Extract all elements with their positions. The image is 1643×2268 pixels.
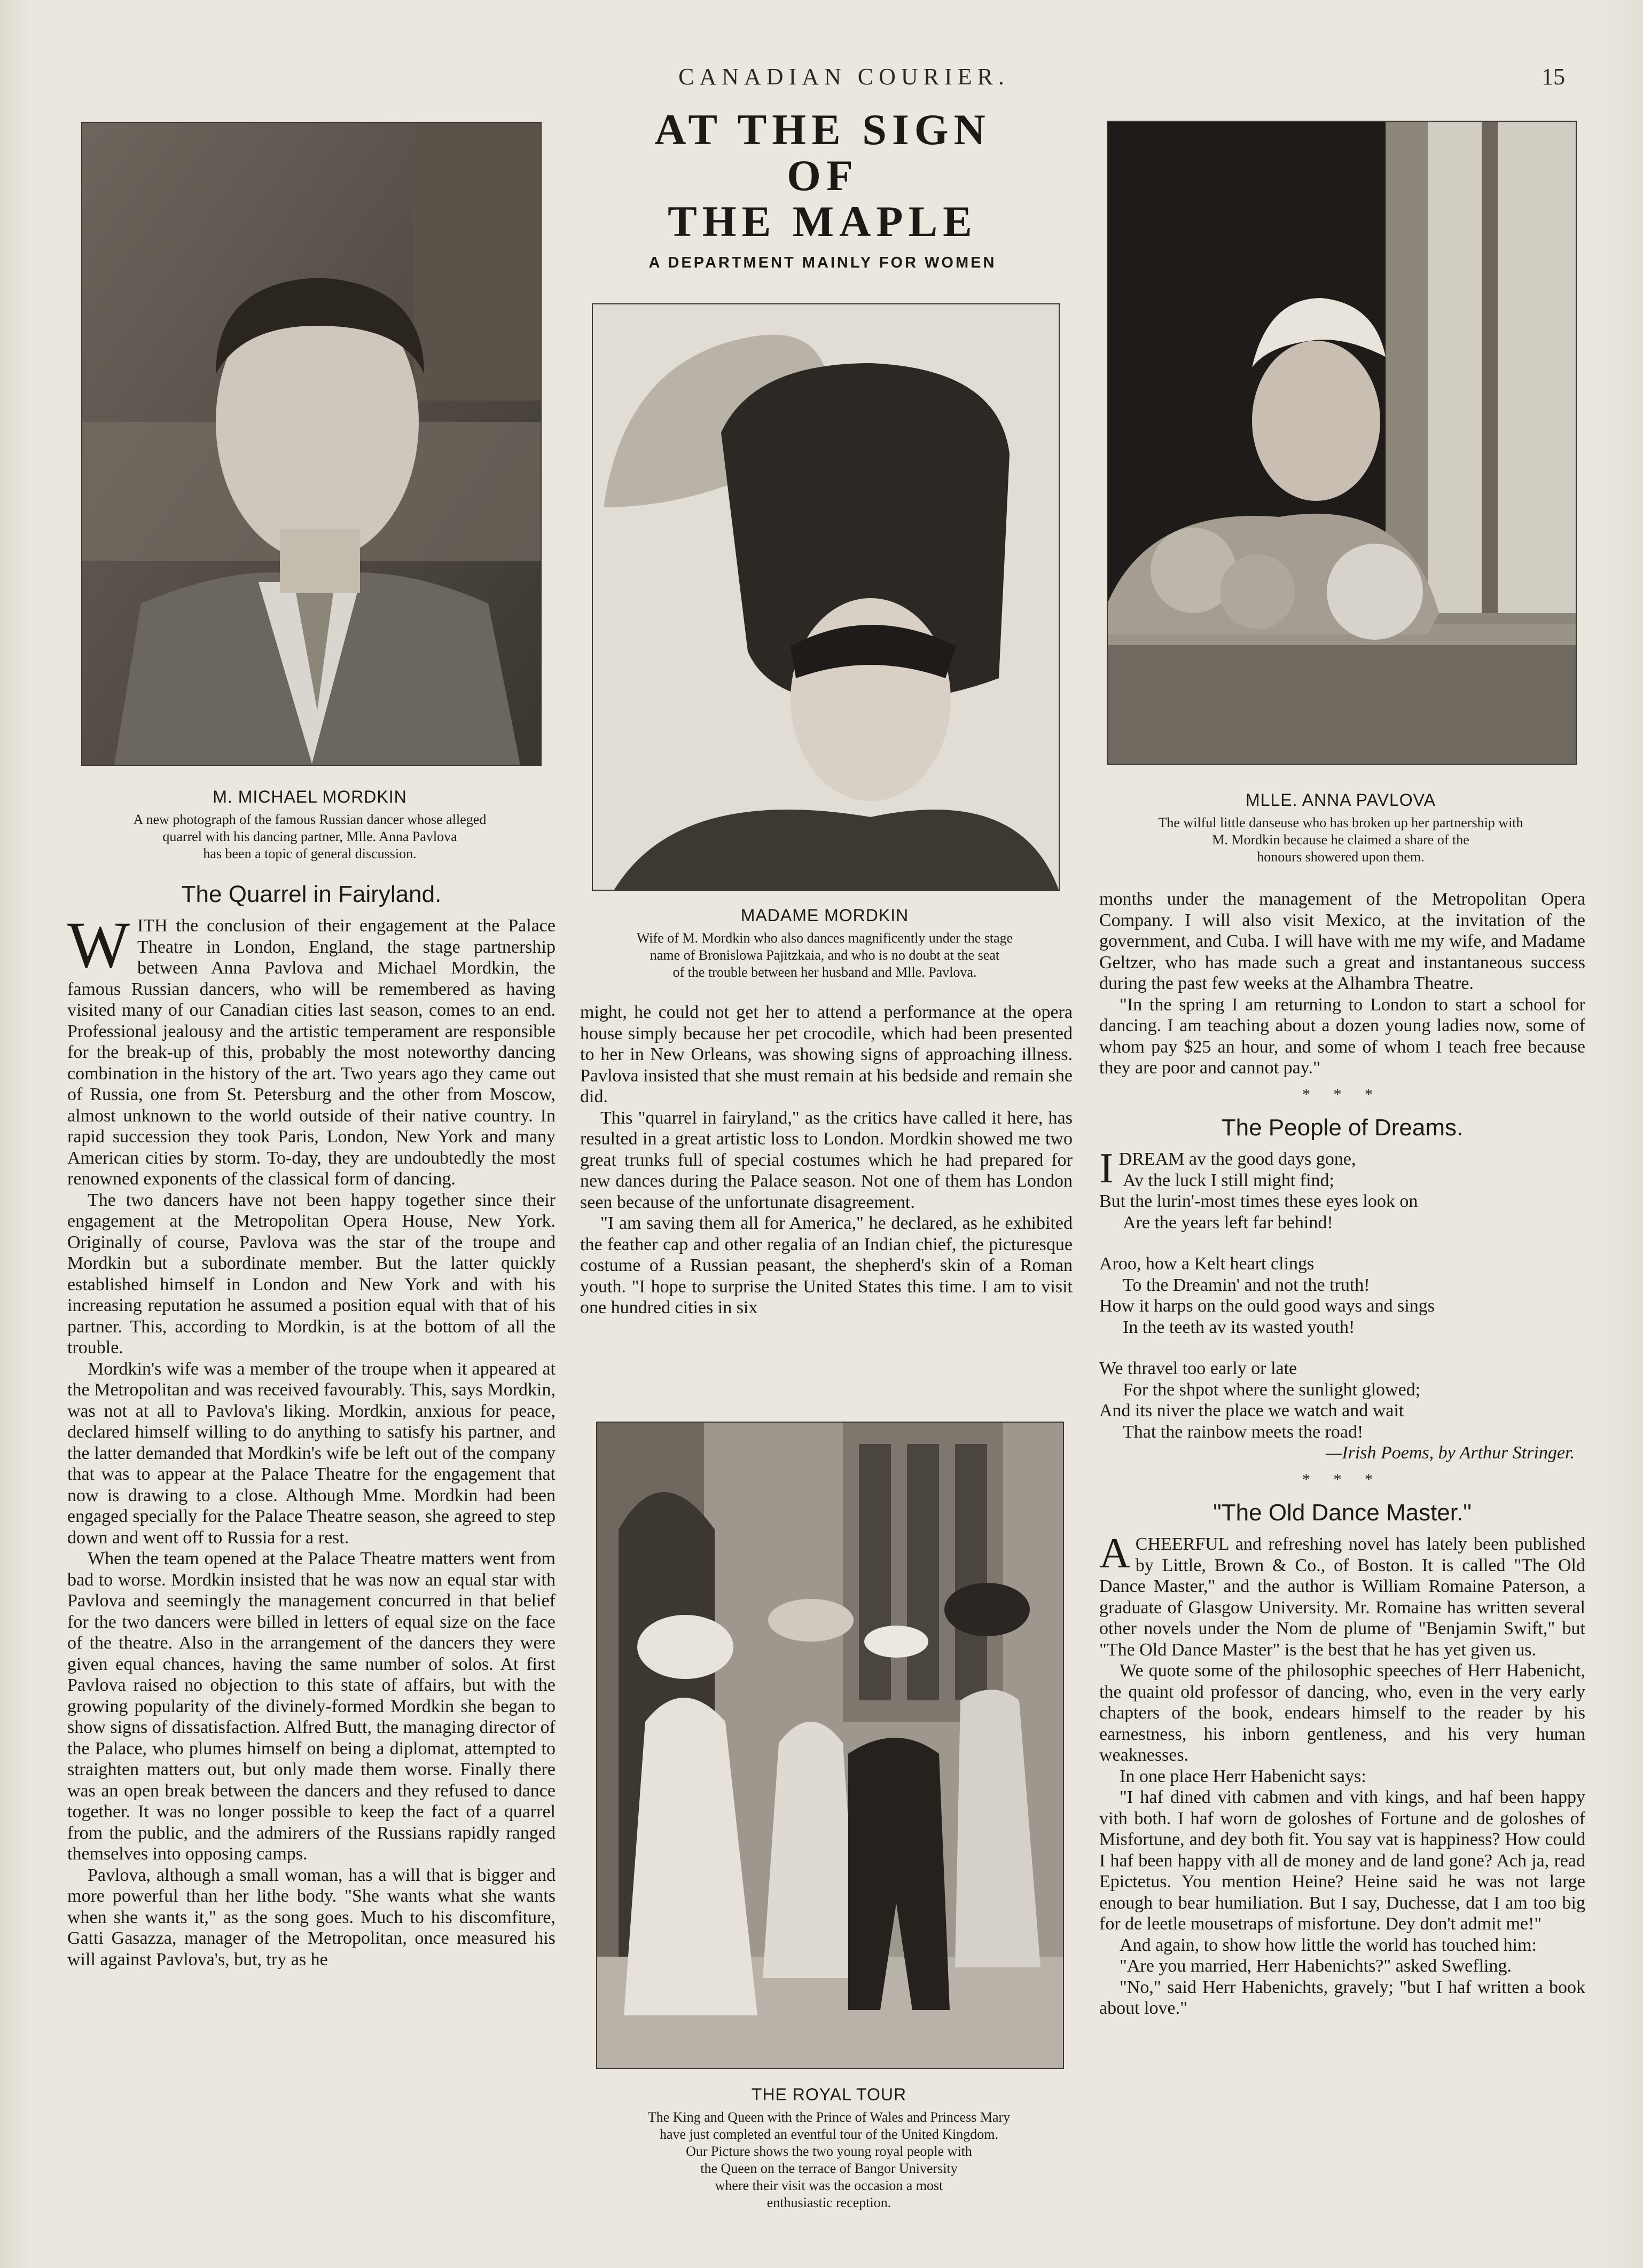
caption-line: Wife of M. Mordkin who also dances magnificently under the stage	[636, 930, 1013, 946]
title-line: OF	[787, 151, 858, 200]
caption-line: Our Picture shows the two young royal people with	[686, 2144, 972, 2159]
drop-cap: A	[1099, 1530, 1130, 1577]
caption-title: THE ROYAL TOUR	[751, 2085, 907, 2104]
article-paragraph: When the team opened at the Palace Theatre matters went from bad to worse. Mordkin insisted that he was now an equal star with Pavlova and seemingly the management concurred in that belief for the two dancers were billed in letters of equal size on the face of the theatre. Also in the arrangement of the dancers they were given equal chances, having the same number of solos. At first Pavlova raised no objection to this state of affairs, but with the growing popularity of the divinely-formed Mordkin she began to show signs of dissatisfaction. Alfred Butt, the managing director of the Palace, who plumes himself on being a diplomat, attempted to straighten matters out, but only made them worse. Finally there was an open break between the dancers and they refused to dance together. It was no longer possible to keep the fact of a quarrel from the public, and the admirers of the Russians rapidly ranged themselves into opposing camps.	[67, 1549, 556, 1864]
pavlova-caption	[1084, 790, 1597, 866]
article-heading: The Quarrel in Fairyland.	[181, 881, 442, 907]
caption-title: MADAME MORDKIN	[740, 906, 909, 925]
poem-line: In the teeth av its wasted youth!	[1123, 1317, 1355, 1337]
caption-line: The wilful little danseuse who has broken up her partnership with	[1158, 815, 1523, 830]
poem-line: We thravel too early or late	[1099, 1359, 1297, 1378]
page-number: 15	[1542, 64, 1565, 90]
caption-line: The King and Queen with the Prince of Wales and Princess Mary	[647, 2109, 1011, 2125]
madame-mordkin-photo	[592, 303, 1060, 891]
poem-line: Av the luck I still might find;	[1123, 1170, 1334, 1190]
article-column-left	[67, 881, 556, 2248]
madame-mordkin-portrait	[593, 304, 1059, 890]
poem-line: For the shpot where the sunlight glowed;	[1123, 1379, 1421, 1400]
poem-line: That the rainbow meets the road!	[1123, 1422, 1364, 1442]
title-line: AT THE SIGN	[654, 105, 991, 154]
caption-line: M. Mordkin because he claimed a share of the	[1212, 832, 1469, 847]
pavlova-photo	[1107, 121, 1577, 765]
caption-line: quarrel with his dancing partner, Mlle. Anna Pavlova	[162, 829, 457, 844]
poem-line: And its niver the place we watch and wait	[1099, 1401, 1404, 1421]
review-paragraph: And again, to show how little the world has touched him:	[1120, 1935, 1537, 1955]
caption-text	[572, 2109, 1086, 2211]
poem	[1099, 1145, 1585, 1464]
review-paragraph: We quote some of the philosophic speeches of Herr Habenicht, the quaint old professor of dancing, who, even in the very early chapters of the book, endears himself to the reader by his earnestness, his inborn gentleness, and his very human weaknesses.	[1099, 1661, 1585, 1765]
caption-text	[1084, 814, 1597, 866]
article-paragraph: "In the spring I am returning to London to start a school for dancing. I am teaching about a dozen young ladies now, some of whom pay $25 an hour, and some of whom I teach free because they are poor and cannot pay."	[1099, 994, 1585, 1078]
caption-title: M. MICHAEL MORDKIN	[213, 787, 407, 806]
paragraph-text: CHEERFUL and refreshing novel has lately been published by Little, Brown & Co., of Boston. It is called "The Old Dance Master," and the author is William Romaine Paterson, a graduate of Glasgow University. Mr. Romaine has written several other novels under the Nom de plume of "Benjamin Swift," but "The Old Dance Master" is the best that he has yet given us.	[1099, 1534, 1585, 1660]
poem-credit: —Irish Poems, by Arthur Stringer.	[1326, 1443, 1575, 1463]
caption-line: where their visit was the occasion a most	[715, 2178, 943, 2193]
poem-line: Are the years left far behind!	[1123, 1212, 1333, 1233]
poem-line-text: DREAM av the good days gone,	[1118, 1149, 1356, 1169]
caption-line: has been a topic of general discussion.	[203, 846, 417, 861]
review-paragraph: "No," said Herr Habenichts, gravely; "but I haf written a book about love."	[1099, 1977, 1585, 2018]
review-paragraph: In one place Herr Habenicht says:	[1120, 1766, 1366, 1786]
title-line: THE MAPLE	[668, 197, 977, 246]
madame-mordkin-caption	[566, 906, 1083, 981]
article-paragraph: Mordkin's wife was a member of the troupe when it appeared at the Metropolitan and was received favourably. This, says Mordkin, was not at all to Pavlova's liking. Mordkin, anxious for peace, declared himself willing to do anything to satisfy his partner, and the latter demanded that Mordkin's wife be left out of the company that was to appear at the Palace Theatre for the engagement that now is drawing to a close. Although Mme. Mordkin had been engaged specially for the Palace Theatre season, she agreed to step down and went off to Russia for a rest.	[67, 1359, 556, 1548]
review-paragraph: "Are you married, Herr Habenichts?" asked Swefling.	[1120, 1956, 1512, 1976]
review-paragraph: "I haf dined vith cabmen and vith kings, and haf been happy vith both. I haf worn de goloshes of Fortune and de goloshes of Misfortune, and dey both fit. You say vat is happiness? How could I haf been happy vith all de money and de land gone? Ach ja, read Epictetus. You mention Heine? Heine said he was not large enough to bear humiliation. But I say, Duchesse, dat I am too big for de leetle mousetraps of misfortune. Dey don't admit me!"	[1099, 1787, 1585, 1934]
poem-line: To the Dreamin' and not the truth!	[1123, 1275, 1370, 1295]
caption-line: have just completed an eventful tour of the United Kingdom.	[660, 2126, 998, 2142]
caption-text	[64, 811, 556, 862]
review-paragraph	[1099, 1530, 1585, 1660]
running-head: CANADIAN COURIER.	[678, 64, 1010, 90]
article-paragraph: This "quarrel in fairyland," as the critics have called it here, has resulted in a great artistic loss to London. Mordkin showed me two great trunks full of special costumes which he had prepared for new dances during the Palace season. Not one of them has London seen because of the unfortunate disagreement.	[580, 1108, 1073, 1212]
caption-line: honours showered upon them.	[1257, 849, 1425, 865]
pavlova-portrait	[1108, 122, 1576, 764]
caption-line: of the trouble between her husband and Mlle. Pavlova.	[672, 964, 977, 980]
paragraph-text: ITH the conclusion of their engagement at the Palace Theatre in London, England, the stage partnership between Anna Pavlova and Michael Mordkin, the famous Russian dancers, who will be remembered as having visited many of our Canadian cities last season, comes to an end. Professional jealousy and the artistic temperament are responsible for the break-up of this, probably the most noteworthy dancing combination in the history of the art. Two years ago they came out of Russia, one from St. Petersburg and the other from Moscow, almost unknown to the world outside of their native country. In rapid succession they took Paris, London, New York and many American cities by storm. To-day, they are undoubtedly the most renowned exponents of the classical form of dancing.	[67, 916, 556, 1189]
article-paragraph: "I am saving them all for America," he declared, as he exhibited the feather cap and other regalia of an Indian chief, the picturesque costume of a Russian peasant, the shepherd's skin of a Roman youth. "I hope to surprise the United States this time. I am to visit one hundred cities in six	[580, 1213, 1073, 1317]
royal-tour-photo	[596, 1422, 1064, 2069]
article-paragraph: Pavlova, although a small woman, has a will that is bigger and more powerful than her lithe body. "She wants what she wants when she wants it," as the song goes. Much to his discomfiture, Gatti Gasazza, manager of the Metropolitan, once measured his will against Pavlova's, but, try as he	[67, 1865, 556, 1969]
royal-tour-scene	[597, 1423, 1063, 2068]
poem-heading: The People of Dreams.	[1221, 1115, 1464, 1141]
review-heading: "The Old Dance Master."	[1213, 1500, 1472, 1526]
caption-title: MLLE. ANNA PAVLOVA	[1246, 790, 1436, 810]
poem-line: How it harps on the ould good ways and sings	[1099, 1296, 1435, 1316]
caption-line: the Queen on the terrace of Bangor University	[700, 2161, 958, 2176]
section-divider: * * *	[1302, 1470, 1382, 1488]
royal-tour-caption	[572, 2085, 1086, 2211]
article-column-right	[1099, 889, 1585, 2256]
mordkin-caption	[64, 787, 556, 862]
section-divider: * * *	[1302, 1085, 1382, 1103]
mordkin-portrait	[82, 123, 541, 765]
drop-cap: I	[1099, 1145, 1114, 1192]
stanza-break	[1099, 1338, 1585, 1358]
department-title	[582, 107, 1063, 245]
poem-line: But the lurin'-most times these eyes look on	[1099, 1191, 1418, 1211]
caption-text	[566, 930, 1083, 981]
article-paragraph: might, he could not get her to attend a performance at the opera house simply because her pet crocodile, which had been presented to her in New Orleans, was showing signs of approaching illness. Pavlova insisted that she must remain at his bedside and remain she did.	[580, 1002, 1073, 1106]
drop-cap: W	[67, 908, 130, 982]
department-subtitle: A DEPARTMENT MAINLY FOR WOMEN	[648, 254, 997, 271]
caption-line: enthusiastic reception.	[766, 2195, 891, 2210]
poem-line: Aroo, how a Kelt heart clings	[1099, 1254, 1315, 1274]
mordkin-photo	[81, 122, 542, 766]
caption-line: A new photograph of the famous Russian dancer whose alleged	[133, 812, 487, 827]
article-paragraph: The two dancers have not been happy together since their engagement at the Metropolitan Opera House, New York. Originally of course, Pavlova was the star of the troupe and Mordkin but a subordinate member. But the latter quickly established himself in London and New York and with his increasing reputation he assumed a position equal with that of his partner. This, according to Mordkin, is at the bottom of all the trouble.	[67, 1190, 556, 1357]
article-paragraph: months under the management of the Metropolitan Opera Company. I will also visit Mexico, at the invitation of the government, and Cuba. I will have with me my wife, and Madame Geltzer, who has made such a great and instantaneous success during the past few weeks at the Alhambra Theatre.	[1099, 889, 1585, 993]
article-column-middle	[580, 1002, 1073, 1408]
article-paragraph	[67, 908, 556, 1190]
stanza-break	[1099, 1233, 1585, 1253]
caption-line: name of Bronislowa Pajitzkaia, and who is no doubt at the seat	[650, 947, 1000, 963]
